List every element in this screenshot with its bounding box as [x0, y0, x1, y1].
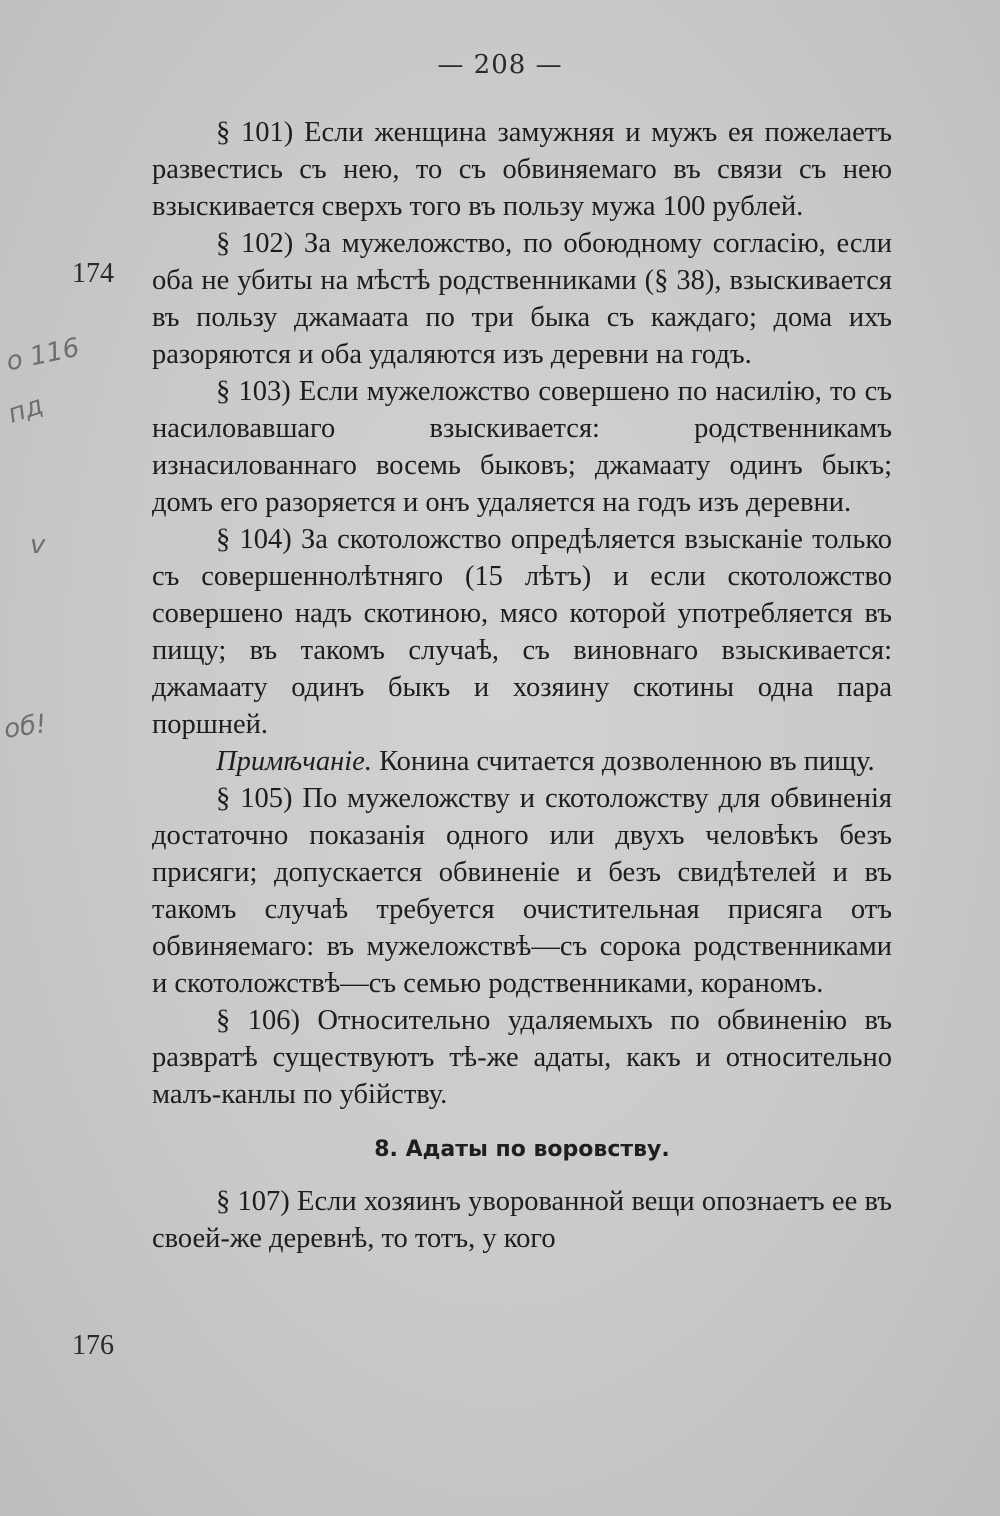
paragraph-104: § 104) За скотоложство опредѣляется взысканіе только съ совершеннолѣтняго (15 лѣтъ) и если скотоложство совершено надъ скотиною, мясо которой употребляется въ пищу; въ такомъ случаѣ, съ виновнаго взыскивается: джамаату одинъ быкъ и хозяину скотины одна пара поршней.: [152, 524, 892, 740]
pencil-note: пд: [4, 390, 47, 430]
pencil-note: об!: [2, 709, 49, 745]
note-text: Конина считается дозволенною въ пищу.: [371, 746, 875, 777]
body-text: [152, 114, 892, 1257]
pencil-note: о 116: [3, 332, 83, 378]
note-paragraph: [152, 743, 892, 780]
paragraph-102: § 102) За мужеложство, по обоюдному согласію, если оба не убиты на мѣстѣ родственниками (§ 38), взыскивается въ пользу джамаата по три быка съ каждаго; дома ихъ разоряются и оба удаляются изъ деревни на годъ.: [152, 228, 892, 370]
margin-number: 176: [72, 1330, 114, 1361]
paragraph-105: § 105) По мужеложству и скотоложству для обвиненія достаточно показанія одного или двухъ человѣкъ безъ присяги; допускается обвиненіе и безъ свидѣтелей и въ такомъ случаѣ требуется очистительная присяга отъ обвиняемаго: въ мужеложствѣ—съ сорока родственниками и скотоложствѣ—съ семью родственниками, кораномъ.: [152, 783, 892, 999]
paragraph-107: § 107) Если хозяинъ уворованной вещи опознаетъ ее въ своей-же деревнѣ, то тотъ, у кого: [152, 1186, 892, 1254]
paragraph-103: § 103) Если мужеложство совершено по насилію, то съ насиловавшаго взыскивается: родственникамъ изнасилованнаго восемь быковъ; джамаату одинъ быкъ; домъ его разоряется и онъ удаляется на годъ изъ деревни.: [152, 376, 892, 518]
section-heading: 8. Адаты по воровству.: [374, 1137, 670, 1162]
page-number: — 208 —: [437, 50, 563, 80]
paragraph-101: § 101) Если женщина замужняя и мужъ ея пожелаетъ развестись съ нею, то съ обвиняемаго въ связи съ нею взыскивается сверхъ того въ пользу мужа 100 рублей.: [152, 117, 892, 222]
paragraph-106: § 106) Относительно удаляемыхъ по обвиненію въ развратѣ существуютъ тѣ-же адаты, какъ и относительно малъ-канлы по убійству.: [152, 1005, 892, 1110]
pencil-note: v: [30, 530, 46, 560]
note-label: Примѣчаніе.: [216, 746, 372, 777]
margin-number: 174: [72, 258, 114, 289]
